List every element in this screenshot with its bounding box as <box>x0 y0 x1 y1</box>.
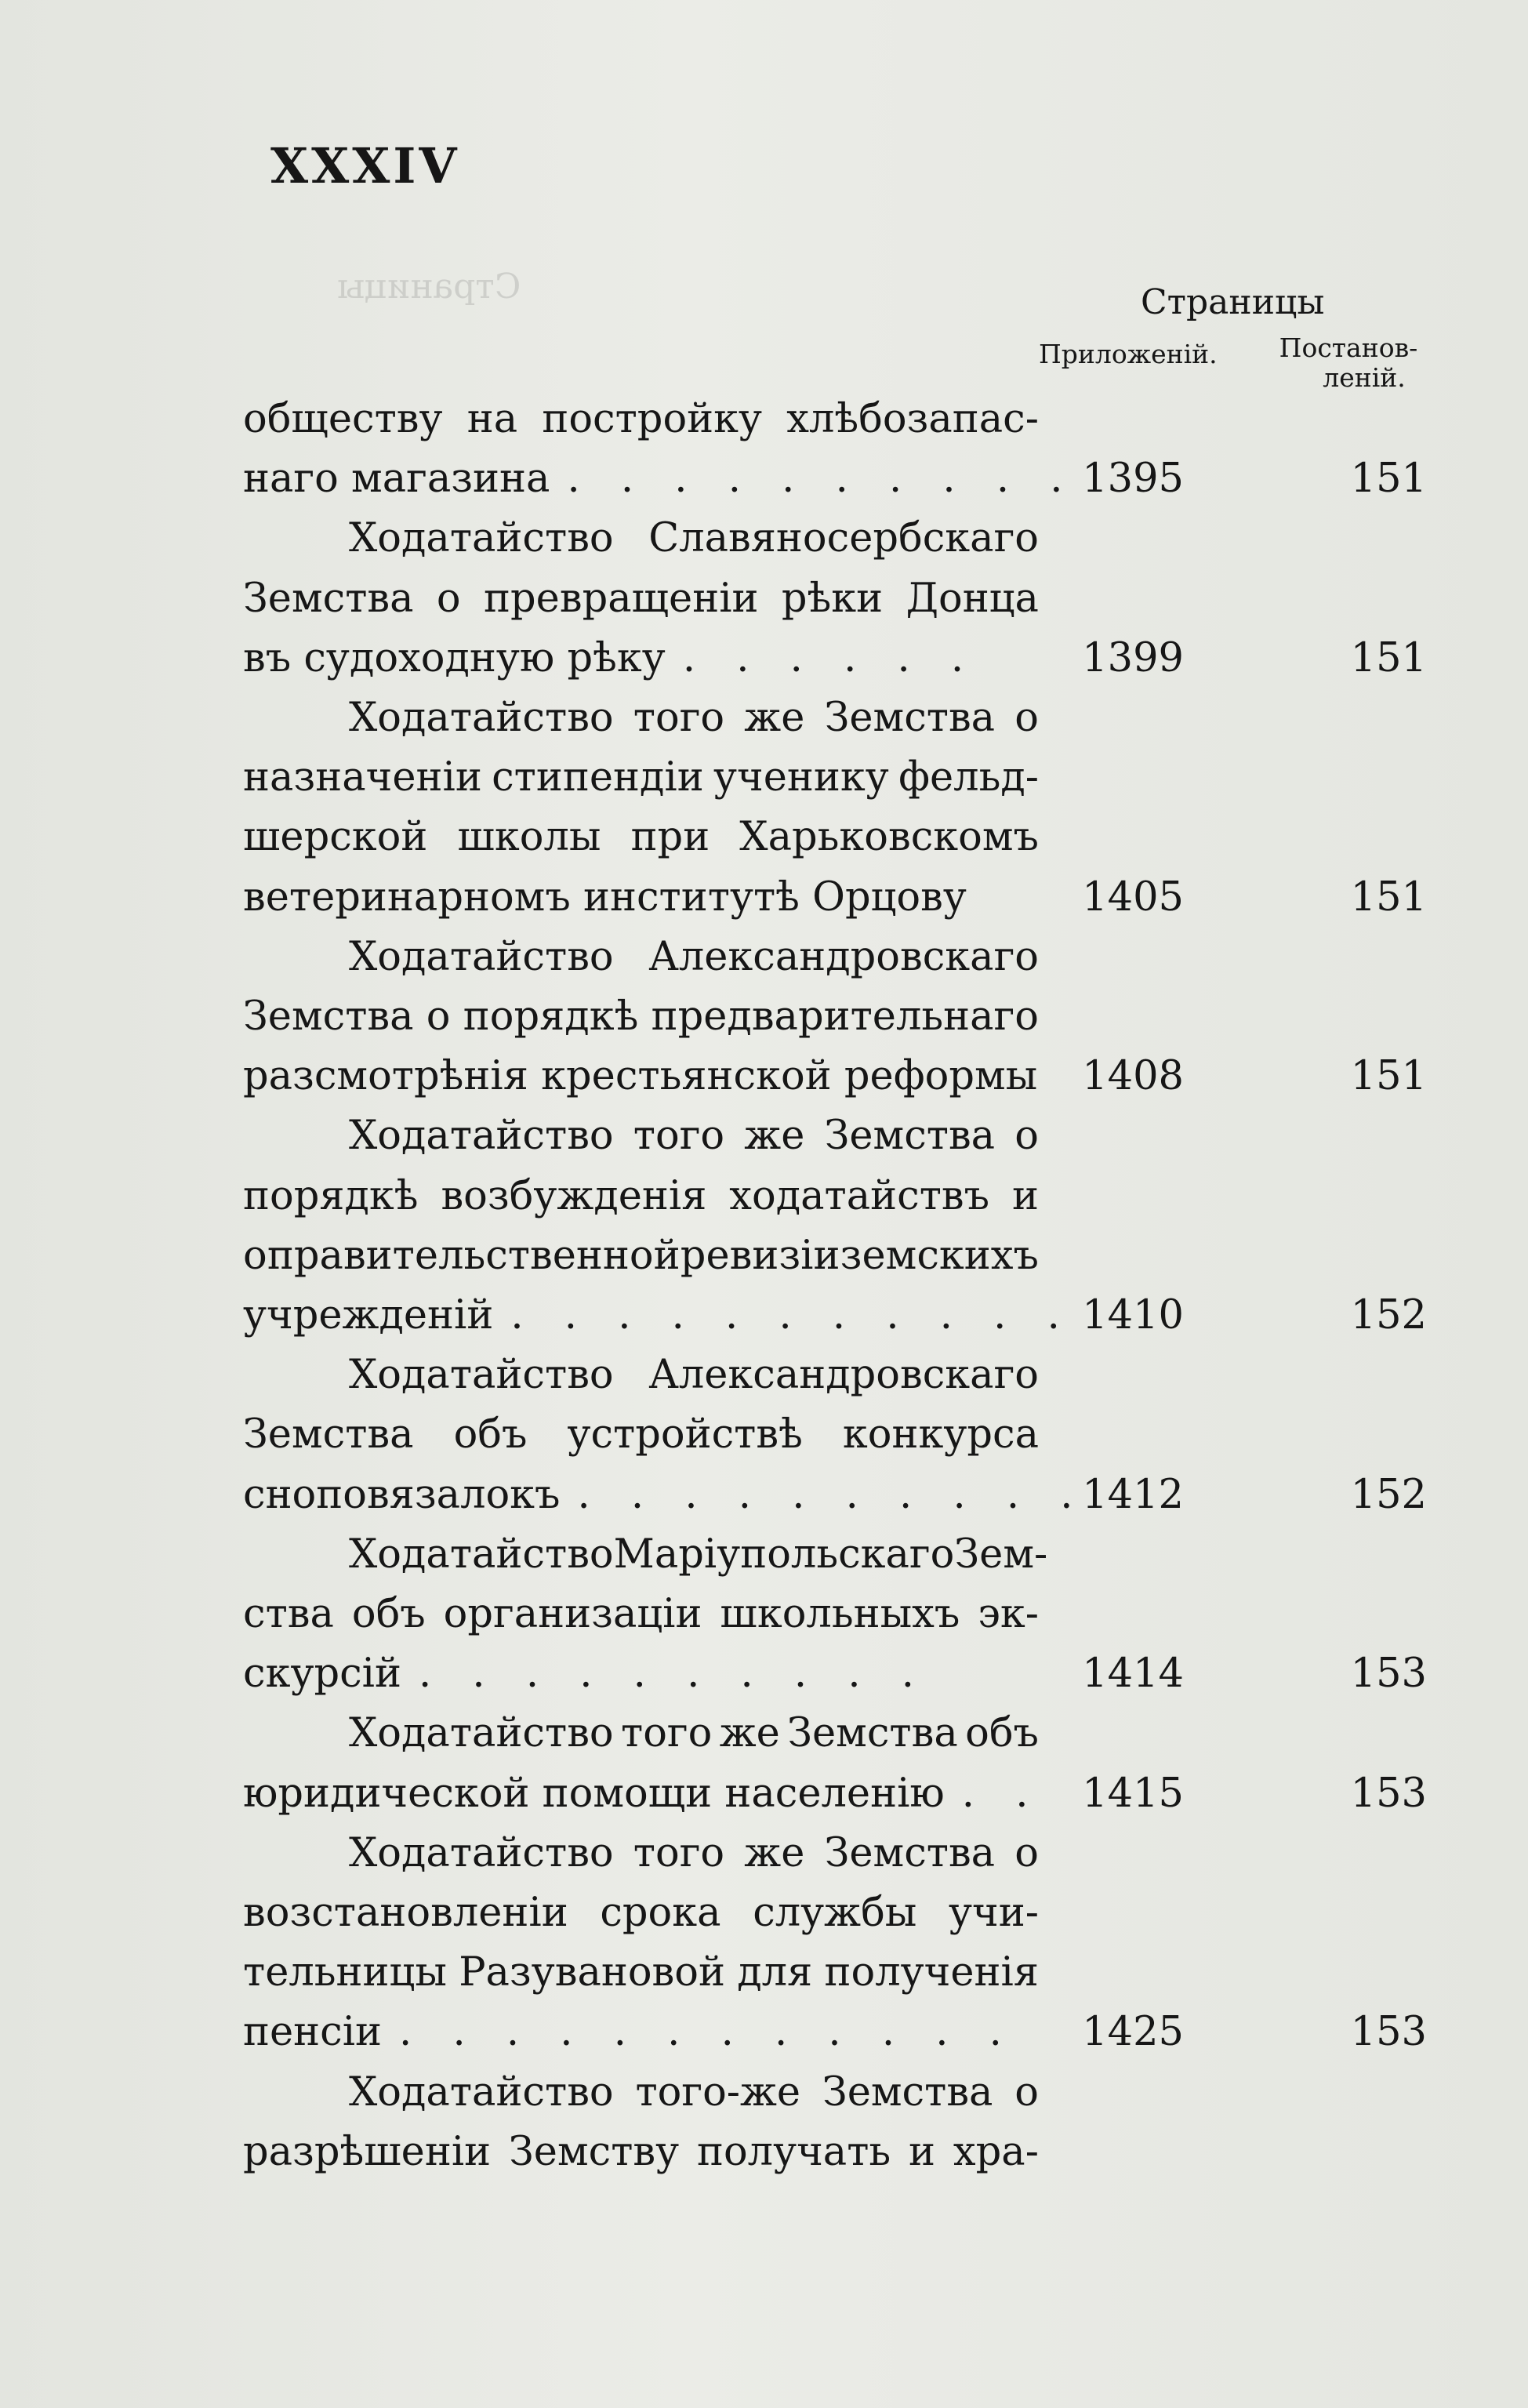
entry-text: юридической помощи населенію <box>243 1771 945 1817</box>
word: постройку <box>542 396 763 442</box>
resolution-page-number: 152 <box>1350 1472 1427 1518</box>
appendix-page-number: 1399 <box>1082 635 1184 681</box>
word: земскихъ <box>840 1233 1039 1279</box>
word: Земства <box>822 2069 993 2116</box>
leader-dots: . . . . . . . . . . . . <box>399 2009 1016 2055</box>
text-line <box>243 695 1039 741</box>
text-line <box>243 993 1039 1040</box>
word: же <box>744 1113 805 1159</box>
word: ства <box>243 1591 334 1637</box>
word: превращеніи <box>484 576 759 622</box>
text-line <box>243 1472 1087 1518</box>
bleed-through-text: Страницы <box>337 267 521 307</box>
word: о <box>1014 695 1039 741</box>
text-line <box>243 515 1039 561</box>
leader-dots: . . . . . . . . . . <box>567 456 1077 502</box>
word: ходатайствъ <box>729 1173 990 1219</box>
resolutions-header-line-2: леній. <box>1323 362 1406 393</box>
word: же <box>744 1830 805 1876</box>
word: учи- <box>949 1890 1039 1936</box>
appendix-page-number: 1410 <box>1082 1292 1184 1338</box>
resolution-page-number: 151 <box>1350 874 1427 921</box>
leader-dots: . . . . . . . . . . <box>418 1651 928 1697</box>
text-line <box>243 2069 1039 2116</box>
appendix-page-number: 1414 <box>1082 1651 1184 1697</box>
word: объ <box>965 1710 1039 1756</box>
word: Ходатайство <box>349 1830 614 1876</box>
word: того-же <box>635 2069 801 2116</box>
text-line <box>243 1651 1039 1697</box>
text-line <box>243 456 1077 502</box>
resolutions-header-line-1: Постанов- <box>1279 332 1418 363</box>
resolution-page-number: 153 <box>1350 1771 1427 1817</box>
appendix-page-number: 1408 <box>1082 1053 1184 1099</box>
word: Маріупольскаго <box>613 1531 955 1578</box>
word: же <box>744 695 805 741</box>
word: полученія <box>824 1949 1039 1996</box>
text-line <box>243 754 1039 801</box>
text-line <box>243 1710 1039 1756</box>
word: для <box>737 1949 813 1996</box>
word: Земства <box>824 1113 996 1159</box>
word: Славяносербскаго <box>648 515 1039 561</box>
text-line <box>243 934 1039 980</box>
text-line <box>243 1411 1039 1458</box>
word: Ходатайство <box>349 1352 614 1398</box>
text-line <box>243 2009 1039 2055</box>
text-line <box>243 1352 1039 1398</box>
word: устройствѣ <box>567 1411 803 1458</box>
text-line <box>243 1771 1043 1817</box>
word: шерской <box>243 814 428 860</box>
appendix-page-number: 1415 <box>1082 1771 1184 1817</box>
resolution-page-number: 152 <box>1350 1292 1427 1338</box>
appendix-page-number: 1425 <box>1082 2009 1184 2055</box>
word: обществу <box>243 396 443 442</box>
word: стипендіи <box>492 754 704 801</box>
word: Ходатайство <box>349 515 614 561</box>
appendix-page-number: 1395 <box>1082 456 1184 502</box>
word: назначеніи <box>243 754 482 801</box>
word: ревизіи <box>680 1233 840 1279</box>
word: Земства <box>824 695 996 741</box>
word: того <box>633 695 725 741</box>
word: возстановленіи <box>243 1890 568 1936</box>
word: Земства <box>243 1411 414 1458</box>
word: того <box>633 1113 725 1159</box>
word: Разувановой <box>459 1949 725 1996</box>
word: же <box>719 1710 780 1756</box>
word: объ <box>453 1411 528 1458</box>
entry-text: пенсіи <box>243 2009 383 2055</box>
word: Ходатайство <box>349 1531 614 1578</box>
word: Земства <box>243 576 414 622</box>
resolution-page-number: 153 <box>1350 2009 1427 2055</box>
text-line <box>243 1233 1039 1279</box>
word: службы <box>753 1890 917 1936</box>
word: Земству <box>509 2129 680 2175</box>
text-line <box>243 576 1039 622</box>
word: порядкѣ <box>243 1173 419 1219</box>
word: хлѣбозапас- <box>786 396 1039 442</box>
text-line <box>243 1173 1039 1219</box>
word: о <box>243 1233 267 1279</box>
text-line <box>243 1113 1039 1159</box>
resolution-page-number: 151 <box>1350 456 1427 502</box>
word: Александровскаго <box>648 1352 1039 1398</box>
word: хра- <box>953 2129 1039 2175</box>
word: Земства <box>787 1710 958 1756</box>
resolution-page-number: 151 <box>1350 1053 1427 1099</box>
text-line <box>243 814 1039 860</box>
word: Донца <box>906 576 1039 622</box>
word: и <box>909 2129 936 2175</box>
word: объ <box>351 1591 426 1637</box>
word: ученику <box>713 754 889 801</box>
word: срока <box>600 1890 721 1936</box>
resolutions-column-header <box>1270 333 1427 393</box>
word: о <box>436 576 461 622</box>
word: порядкѣ <box>463 993 639 1040</box>
text-line <box>243 1292 1074 1338</box>
word: при <box>630 814 710 860</box>
word: на <box>466 396 518 442</box>
text-line <box>243 1531 1048 1578</box>
word: о <box>1014 2069 1039 2116</box>
word: о <box>426 993 451 1040</box>
appendix-page-number: 1405 <box>1082 874 1184 921</box>
word: о <box>1014 1113 1039 1159</box>
word: того <box>633 1830 725 1876</box>
pages-column-header: Страницы <box>1141 282 1325 322</box>
resolution-page-number: 153 <box>1350 1651 1427 1697</box>
text-line <box>243 635 1039 681</box>
text-line <box>243 874 1039 921</box>
entry-text: скурсій <box>243 1651 401 1697</box>
text-line <box>243 1949 1039 1996</box>
word: Земства <box>243 993 414 1040</box>
leader-dots: . . <box>961 1771 1043 1817</box>
text-line <box>243 396 1039 442</box>
entry-text: разсмотрѣнія крестьянской реформы <box>243 1053 1038 1099</box>
page-number: XXXIV <box>270 137 460 194</box>
word: Ходатайство <box>349 695 614 741</box>
word: разрѣшеніи <box>243 2129 492 2175</box>
word: и <box>1011 1173 1039 1219</box>
word: возбужденія <box>441 1173 707 1219</box>
word: получать <box>696 2129 891 2175</box>
word: Ходатайство <box>349 934 614 980</box>
word: конкурса <box>842 1411 1039 1458</box>
word: о <box>1014 1830 1039 1876</box>
text-line <box>243 1890 1039 1936</box>
resolution-page-number: 151 <box>1350 635 1427 681</box>
word: того <box>621 1710 713 1756</box>
appendix-page-number: 1412 <box>1082 1472 1184 1518</box>
word: школы <box>457 814 601 860</box>
word: Земства <box>824 1830 996 1876</box>
text-line <box>243 2129 1039 2175</box>
entry-text: ветеринарномъ институтѣ Орцову <box>243 874 967 921</box>
word: рѣки <box>781 576 884 622</box>
word: Ходатайство <box>349 1113 614 1159</box>
word: Харьковскомъ <box>739 814 1039 860</box>
word: Александровскаго <box>648 934 1039 980</box>
word: школьныхъ <box>720 1591 960 1637</box>
word: правительственной <box>267 1233 681 1279</box>
word: тельницы <box>243 1949 447 1996</box>
word: фельд- <box>898 754 1039 801</box>
leader-dots: . . . . . . <box>682 635 978 681</box>
word: предварительнаго <box>651 993 1039 1040</box>
entry-text: учрежденій <box>243 1292 494 1338</box>
appendix-column-header: Приложеній. <box>1039 339 1218 369</box>
entry-text: сноповязалокъ <box>243 1472 561 1518</box>
text-line <box>243 1591 1039 1637</box>
entry-text: въ судоходную рѣку <box>243 635 666 681</box>
word: Зем- <box>954 1531 1048 1578</box>
text-line <box>243 1830 1039 1876</box>
text-line <box>243 1053 1039 1099</box>
word: эк- <box>978 1591 1039 1637</box>
word: организаціи <box>443 1591 702 1637</box>
word: Ходатайство <box>349 2069 614 2116</box>
leader-dots: . . . . . . . . . . . <box>510 1292 1074 1338</box>
word: Ходатайство <box>349 1710 614 1756</box>
entry-text: наго магазина <box>243 456 550 502</box>
leader-dots: . . . . . . . . . . <box>577 1472 1087 1518</box>
